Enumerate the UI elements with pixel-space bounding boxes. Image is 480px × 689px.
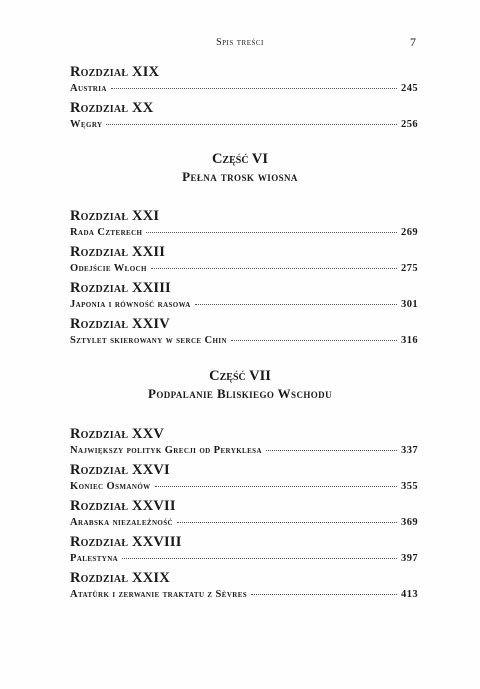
entry-line — [70, 225, 418, 240]
entry-line — [70, 333, 418, 348]
part-title: Podpalanie Bliskiego Wschodu — [148, 386, 332, 401]
chapter-number: Rozdział XXVI — [70, 462, 170, 478]
dot-leader — [231, 331, 397, 341]
chapter-title: Japonia i równość rasowa — [70, 299, 191, 310]
entry-line — [70, 297, 418, 312]
chapter-page: 301 — [401, 299, 418, 310]
dot-leader — [106, 115, 397, 125]
toc-entry — [70, 279, 418, 312]
entry-line — [70, 443, 418, 458]
toc-entry — [70, 461, 418, 494]
toc-block-3 — [70, 425, 418, 605]
toc-entry — [70, 497, 418, 530]
chapter-number: Rozdział XXII — [70, 244, 166, 260]
chapter-number: Rozdział XX — [70, 100, 154, 116]
chapter-page: 256 — [401, 119, 418, 130]
chapter-title: Atatürk i zerwanie traktatu z Sèvres — [70, 589, 248, 600]
chapter-page: 245 — [401, 83, 418, 94]
chapter-title: Sztylet skierowany w serce Chin — [70, 335, 227, 346]
toc-entry — [70, 207, 418, 240]
entry-line — [70, 515, 418, 530]
chapter-number: Rozdział XXVII — [70, 498, 176, 514]
chapter-title: Węgry — [70, 119, 103, 130]
part-heading — [0, 150, 480, 186]
toc-entry — [70, 569, 418, 602]
chapter-number: Rozdział XXVIII — [70, 534, 182, 550]
toc-entry — [70, 425, 418, 458]
page-number: 7 — [410, 35, 416, 49]
dot-leader — [266, 441, 397, 451]
chapter-page: 275 — [401, 263, 418, 274]
chapter-title: Rada Czterech — [70, 227, 143, 238]
chapter-title: Największy polityk Grecji od Peryklesa — [70, 445, 262, 456]
entry-line — [70, 587, 418, 602]
entry-line — [70, 479, 418, 494]
toc-entry — [70, 533, 418, 566]
chapter-title: Odejście Włoch — [70, 263, 147, 274]
entry-line — [70, 261, 418, 276]
dot-leader — [111, 79, 397, 89]
chapter-title: Palestyna — [70, 553, 119, 564]
dot-leader — [177, 513, 397, 523]
part-label: Część VII — [209, 368, 271, 384]
chapter-number: Rozdział XXV — [70, 426, 165, 442]
chapter-page: 269 — [401, 227, 418, 238]
dot-leader — [195, 295, 397, 305]
entry-line — [70, 551, 418, 566]
dot-leader — [146, 223, 397, 233]
toc-block-2 — [70, 207, 418, 351]
chapter-page: 355 — [401, 481, 418, 492]
chapter-title: Arabska niezależność — [70, 517, 174, 528]
entry-line — [70, 81, 418, 96]
dot-leader — [151, 259, 397, 269]
toc-entry — [70, 99, 418, 132]
running-head: Spis treści — [216, 37, 264, 48]
chapter-number: Rozdział XXIX — [70, 570, 170, 586]
entry-line — [70, 117, 418, 132]
chapter-title: Austria — [70, 83, 107, 94]
dot-leader — [155, 477, 397, 487]
chapter-page: 397 — [401, 553, 418, 564]
chapter-page: 316 — [401, 335, 418, 346]
chapter-number: Rozdział XIX — [70, 64, 160, 80]
dot-leader — [122, 549, 397, 559]
chapter-title: Koniec Osmanów — [70, 481, 151, 492]
chapter-page: 413 — [401, 589, 418, 600]
toc-entry — [70, 243, 418, 276]
toc-block-1 — [70, 63, 418, 135]
toc-entry — [70, 63, 418, 96]
chapter-page: 369 — [401, 517, 418, 528]
chapter-number: Rozdział XXIII — [70, 280, 171, 296]
chapter-page: 337 — [401, 445, 418, 456]
toc-entry — [70, 315, 418, 348]
part-title: Pełna trosk wiosna — [182, 169, 298, 184]
chapter-number: Rozdział XXI — [70, 208, 160, 224]
part-heading — [0, 367, 480, 403]
chapter-number: Rozdział XXIV — [70, 316, 170, 332]
dot-leader — [251, 585, 397, 595]
part-label: Część VI — [211, 151, 269, 167]
